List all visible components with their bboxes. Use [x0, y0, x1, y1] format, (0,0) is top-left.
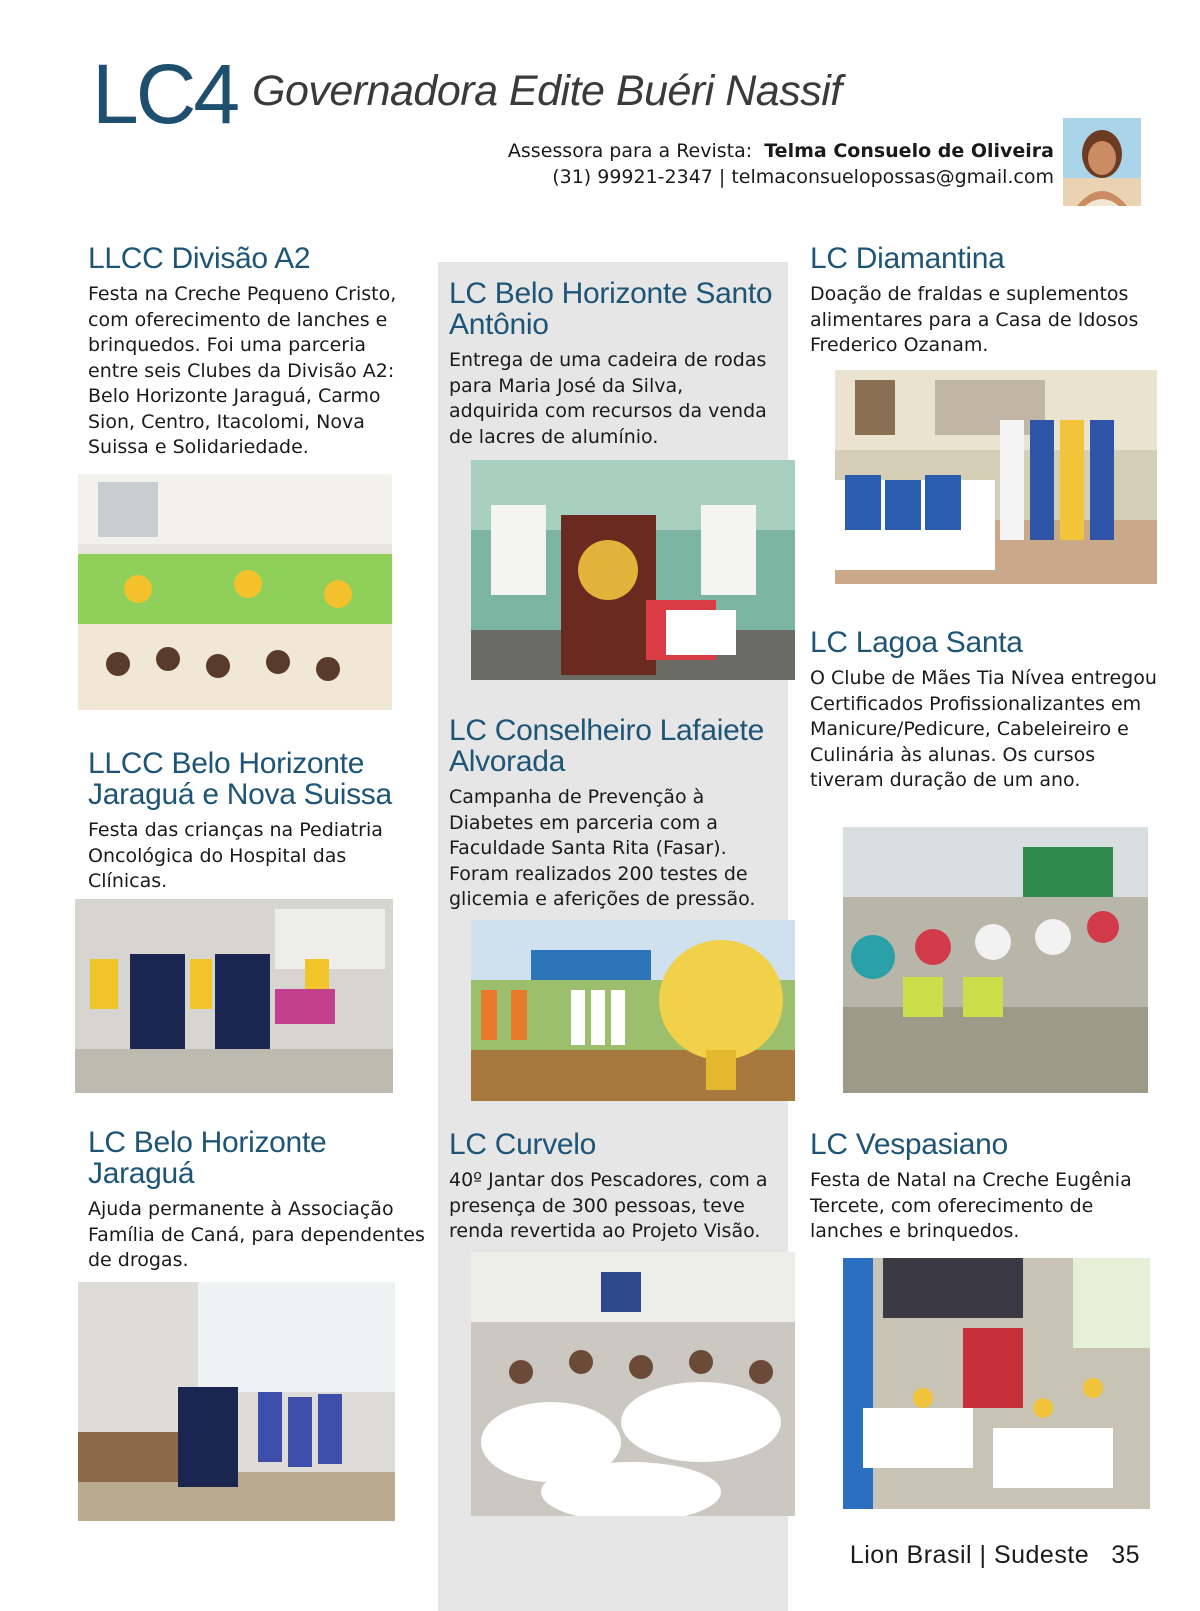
- advisor-portrait: [1063, 118, 1141, 206]
- section-text: O Clube de Mães Tia Nívea entregou Certificados Profissionalizantes em Manicure/Pedicure, Cabeleireiro e Culinária às alunas. Os cursos tiveram duração de um ano.: [810, 667, 1157, 791]
- photo-campanha-diabetes: [471, 920, 795, 1101]
- photo-cadeira-de-rodas: [471, 460, 795, 680]
- section-text: Entrega de uma cadeira de rodas para Maria José da Silva, adquirida com recursos da venda de lacres de alumínio.: [449, 349, 767, 448]
- photo-creche-party: [78, 474, 392, 710]
- page-number: 35: [1111, 1541, 1140, 1569]
- section-title: LLCC Belo Horizonte Jaraguá e Nova Suissa: [88, 747, 392, 811]
- section-title: LLCC Divisão A2: [88, 242, 311, 275]
- section-bh-santo-antonio: [449, 278, 779, 450]
- section-text: Ajuda permanente à Associação Família de Caná, para dependentes de drogas.: [88, 1198, 425, 1271]
- section-divisao-a2: [88, 243, 418, 461]
- section-bh-jaragua: [88, 1127, 428, 1274]
- section-title: LC Vespasiano: [810, 1128, 1008, 1161]
- advisor-contact: (31) 99921-2347 | telmaconsuelopossas@gmail.com: [552, 166, 1054, 188]
- section-diamantina: [810, 243, 1160, 359]
- section-lagoa-santa: [810, 627, 1160, 794]
- publication-name: Lion Brasil | Sudeste: [849, 1541, 1090, 1569]
- photo-pediatria-oncologica: [75, 899, 393, 1093]
- section-conselheiro-lafaiete: [449, 715, 779, 913]
- section-text: Doação de fraldas e suplementos alimentares para a Casa de Idosos Frederico Ozanam.: [810, 283, 1139, 356]
- section-text: Campanha de Prevenção à Diabetes em parceria com a Faculdade Santa Rita (Fasar). Foram realizados 200 testes de glicemia e aferições de pressão.: [449, 786, 756, 910]
- district-title: LC4: [92, 47, 238, 141]
- section-text: Festa na Creche Pequeno Cristo, com oferecimento de lanches e brinquedos. Foi uma parceria entre seis Clubes da Divisão A2: Belo Horizonte Jaraguá, Carmo Sion, Centro, Itacolomi, Nova Suissa e Solidariedade.: [88, 283, 397, 458]
- advisor-name: Telma Consuelo de Oliveira: [764, 140, 1054, 162]
- section-bh-jaragua-nova-suissa: [88, 748, 428, 895]
- photo-doacao-fraldas: [835, 370, 1157, 584]
- photo-festa-natal: [843, 1258, 1150, 1509]
- photo-certificados: [843, 827, 1148, 1093]
- section-vespasiano: [810, 1129, 1160, 1245]
- photo-familia-de-cana: [78, 1282, 395, 1521]
- section-title: LC Diamantina: [810, 242, 1005, 275]
- section-title: LC Conselheiro Lafaiete Alvorada: [449, 714, 764, 778]
- section-title: LC Lagoa Santa: [810, 626, 1023, 659]
- page-footer: [850, 1541, 1140, 1570]
- section-title: LC Belo Horizonte Jaraguá: [88, 1126, 327, 1190]
- governor-name: Governadora Edite Buéri Nassif: [252, 67, 842, 115]
- advisor-contact-block: [508, 138, 1054, 190]
- section-text: 40º Jantar dos Pescadores, com a presença de 300 pessoas, teve renda revertida ao Projeto Visão.: [449, 1169, 768, 1242]
- section-curvelo: [449, 1129, 779, 1245]
- section-text: Festa das crianças na Pediatria Oncológica do Hospital das Clínicas.: [88, 819, 383, 892]
- section-text: Festa de Natal na Creche Eugênia Tercete, com oferecimento de lanches e brinquedos.: [810, 1169, 1132, 1242]
- section-title: LC Belo Horizonte Santo Antônio: [449, 277, 773, 341]
- advisor-label: Assessora para a Revista:: [507, 140, 753, 162]
- photo-jantar-pescadores: [471, 1252, 795, 1516]
- section-title: LC Curvelo: [449, 1128, 597, 1161]
